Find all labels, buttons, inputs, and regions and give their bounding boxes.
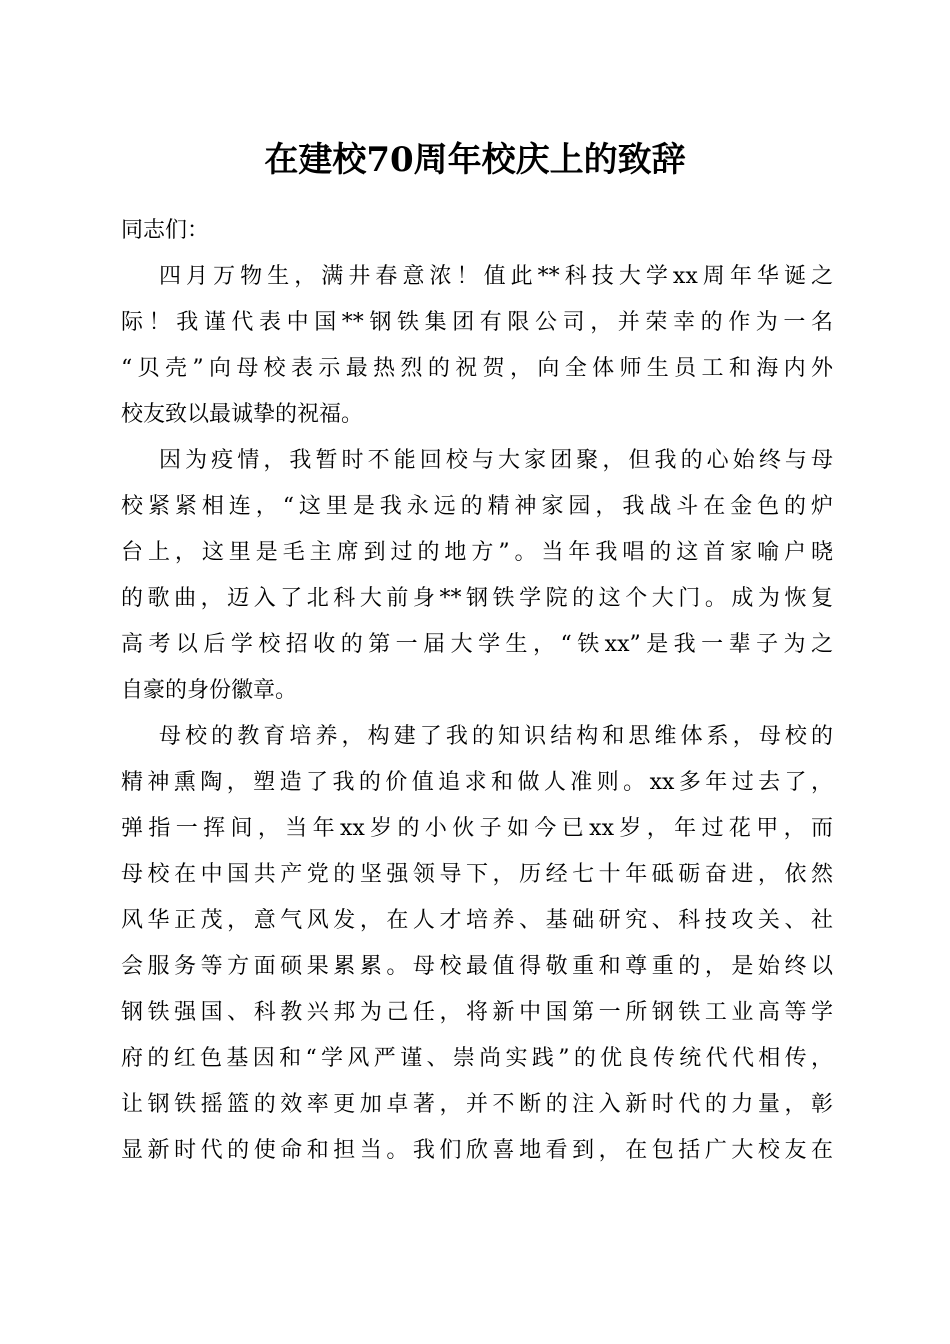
paragraph-line: 风华正茂，意气风发，在人才培养、基础研究、科技攻关、社 <box>121 908 833 933</box>
paragraph-line: 高考以后学校招收的第一届大学生，“铁xx”是我一辈子为之 <box>121 632 833 657</box>
paragraph-line: 的歌曲，迈入了北科大前身**钢铁学院的这个大门。成为恢复 <box>121 586 833 611</box>
paragraph-line: 母校在中国共产党的坚强领导下，历经七十年砥砺奋进，依然 <box>121 862 833 887</box>
paragraph-line: 自豪的身份徽章。 <box>121 678 298 703</box>
paragraph-line: 因为疫情，我暂时不能回校与大家团聚，但我的心始终与母 <box>159 448 833 473</box>
paragraph-3 <box>121 714 833 1174</box>
paragraph-line: 显新时代的使命和担当。我们欣喜地看到，在包括广大校友在 <box>121 1138 833 1163</box>
paragraph-2 <box>121 438 833 714</box>
paragraph-line: 台上，这里是毛主席到过的地方”。当年我唱的这首家喻户晓 <box>121 540 833 565</box>
document-title: 在建校70周年校庆上的致辞 <box>264 140 686 180</box>
paragraph-line: 母校的教育培养，构建了我的知识结构和思维体系，母校的 <box>159 724 833 749</box>
paragraph-line: 让钢铁摇篮的效率更加卓著，并不断的注入新时代的力量，彰 <box>121 1092 833 1117</box>
paragraph-line: 四月万物生，满井春意浓！值此**科技大学xx周年华诞之 <box>159 264 833 289</box>
paragraph-line: 精神熏陶，塑造了我的价值追求和做人准则。xx多年过去了， <box>121 770 833 795</box>
paragraph-line: 会服务等方面硕果累累。母校最值得敬重和尊重的，是始终以 <box>121 954 833 979</box>
salutation: 同志们： <box>121 218 210 243</box>
paragraph-line: 校紧紧相连，“这里是我永远的精神家园，我战斗在金色的炉 <box>121 494 833 519</box>
paragraph-line: 际！我谨代表中国**钢铁集团有限公司，并荣幸的作为一名 <box>121 310 833 335</box>
paragraph-line: 府的红色基因和“学风严谨、崇尚实践”的优良传统代代相传， <box>121 1046 833 1071</box>
paragraph-line: “贝壳”向母校表示最热烈的祝贺，向全体师生员工和海内外 <box>121 356 833 381</box>
document-body <box>121 208 833 1174</box>
paragraph-line: 校友致以最诚挚的祝福。 <box>121 402 364 427</box>
paragraph-1 <box>121 254 833 438</box>
paragraph-line: 钢铁强国、科教兴邦为己任，将新中国第一所钢铁工业高等学 <box>121 1000 833 1025</box>
paragraph-line: 弹指一挥间，当年xx岁的小伙子如今已xx岁，年过花甲，而 <box>121 816 833 841</box>
